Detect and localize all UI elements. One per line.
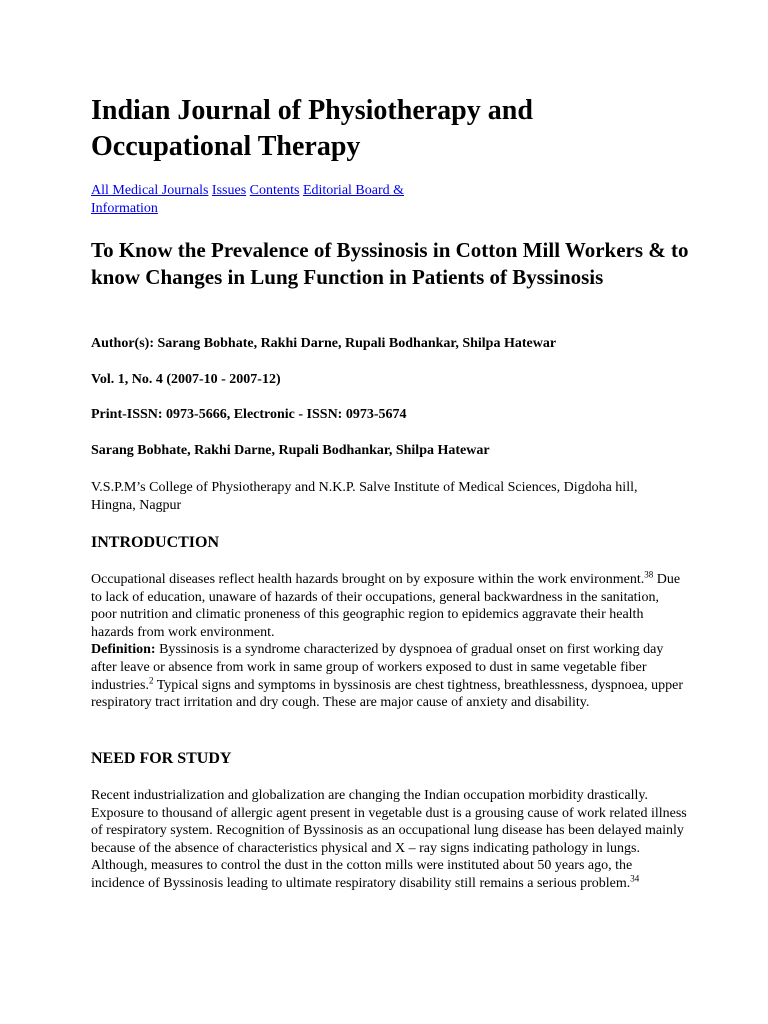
definition-text-a: Byssinosis is a syndrome characterized by dyspnoea of gradual onset on first working day after leave or absence from work in same group of workers exposed to dust in same vegetable fiber industries. (91, 642, 664, 693)
authors-repeat: Sarang Bobhate, Rakhi Darne, Rupali Bodhankar, Shilpa Hatewar (91, 443, 490, 458)
authors-line: Author(s): Sarang Bobhate, Rakhi Darne, Rupali Bodhankar, Shilpa Hatewar (91, 336, 557, 351)
nav-link-all-medical-journals[interactable]: All Medical Journals (91, 183, 209, 198)
citation-34: 34 (630, 873, 640, 884)
introduction-paragraph (91, 571, 687, 712)
introduction-text-b: Due to lack of education, unaware of hazards of their occupations, general backwardness in the sanitation, poor nutrition and climatic proneness of this geographic region to epidemics aggravate their health hazards from work environment. (91, 572, 681, 640)
definition-text-b: Typical signs and symptoms in byssinosis are chest tightness, breathlessness, dyspnoea, upper respiratory tract irritation and dry cough. These are major cause of anxiety and disability. (91, 677, 683, 711)
need-for-study-paragraph (91, 787, 687, 893)
introduction-text-a: Occupational diseases reflect health hazards brought on by exposure within the work environment. (91, 572, 645, 587)
affiliation: V.S.P.M’s College of Physiotherapy and N.K.P. Salve Institute of Medical Sciences, Digdoha hill, Hingna, Nagpur (91, 480, 638, 513)
nav-link-issues[interactable]: Issues (211, 183, 247, 198)
nav-link-editorial-board[interactable]: Editorial Board & Information (91, 183, 405, 216)
citation-38: 38 (644, 569, 654, 580)
journal-title: Indian Journal of Physiotherapy and Occupational Therapy (91, 95, 533, 162)
journal-nav (91, 182, 431, 218)
nav-link-contents[interactable]: Contents (249, 183, 300, 198)
introduction-heading: INTRODUCTION (91, 534, 220, 551)
article-title: To Know the Prevalence of Byssinosis in Cotton Mill Workers & to know Changes in Lung Function in Patients of Byssinosis (91, 238, 689, 289)
need-for-study-text: Recent industrialization and globalization are changing the Indian occupation morbidity drastically. Exposure to thousand of allergic agent present in vegetable dust is a grousing cause of work related illness of respiratory system. Recognition of Byssinosis as an occupational lung disease has been delayed mainly because of the absence of characteristics physical and X – ray signs indicating pathology in lungs. Although, measures to control the dust in the cotton mills were instituted about 50 years ago, the incidence of Byssinosis leading to ultimate respiratory disability still remains a serious problem. (91, 788, 687, 891)
need-for-study-heading: NEED FOR STUDY (91, 750, 232, 767)
issn-line: Print-ISSN: 0973-5666, Electronic - ISSN: 0973-5674 (91, 407, 407, 422)
definition-label: Definition: (91, 642, 156, 658)
volume-line: Vol. 1, No. 4 (2007-10 - 2007-12) (91, 372, 281, 387)
citation-2: 2 (148, 674, 154, 685)
